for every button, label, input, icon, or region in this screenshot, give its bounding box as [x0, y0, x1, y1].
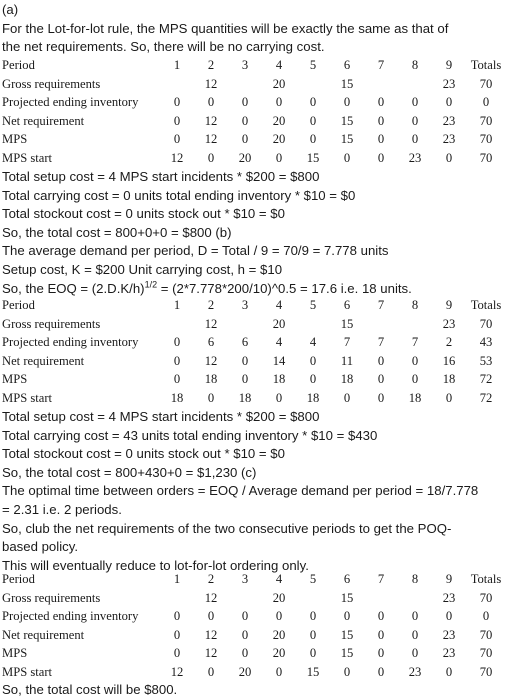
table-cell: 0: [482, 95, 490, 110]
table-cell: Totals: [470, 298, 502, 312]
carrying-cost-line: Total carrying cost = 43 units total ending inventory * $10 = $430: [2, 427, 378, 443]
table-cell: [296, 75, 330, 94]
table-cell: 15: [340, 627, 354, 642]
table-cell: [296, 315, 330, 334]
table-cell: 23: [442, 646, 456, 661]
table-cell: [398, 315, 432, 334]
table-cell: 6: [343, 58, 351, 72]
table-cell: 0: [445, 95, 453, 110]
carrying-cost-line: Total carrying cost = 0 units total ending inventory * $10 = $0: [2, 187, 356, 203]
table-cell: 0: [241, 95, 249, 110]
table-row: [2, 589, 506, 608]
table-cell: 0: [411, 646, 419, 661]
table-cell: 9: [445, 572, 453, 586]
table-cell: 72: [479, 372, 493, 387]
table-cell: 15: [340, 316, 354, 331]
table-cell: 0: [445, 150, 453, 165]
table-cell: 0: [207, 609, 215, 624]
table-row: [2, 352, 506, 371]
table-cell: 0: [377, 113, 385, 128]
table-cell: 5: [309, 58, 317, 72]
table-cell: 0: [173, 627, 181, 642]
setup-cost-line: Total setup cost = 4 MPS start incidents * $200 = $800: [2, 169, 320, 184]
table-cell: 0: [309, 609, 317, 624]
table-cell: 0: [377, 353, 385, 368]
table-row: [2, 389, 506, 408]
total-cost-line: So, the total cost = 800+430+0 = $1,230 (c): [2, 464, 257, 480]
table-cell: 0: [241, 113, 249, 128]
table-cell: 2: [445, 335, 453, 350]
table-cell: 0: [445, 390, 453, 405]
table-cell: 0: [275, 664, 283, 679]
table-cell: 9: [445, 58, 453, 72]
table-cell: [398, 589, 432, 608]
table-cell: 70: [479, 664, 493, 679]
table-row: [2, 112, 506, 131]
table-cell: 70: [479, 132, 493, 147]
table-cell: 0: [309, 353, 317, 368]
table-cell: 0: [411, 627, 419, 642]
table-cell: 8: [411, 572, 419, 586]
table-row: [2, 663, 506, 682]
table-cell: 2: [207, 298, 215, 312]
table-cell: 0: [173, 335, 181, 350]
table-cell: 43: [479, 335, 493, 350]
table-cell: 0: [377, 150, 385, 165]
table-cell: 23: [408, 150, 422, 165]
stockout-cost-line: Total stockout cost = 0 units stock out * $10 = $0: [2, 206, 285, 222]
table-cell: 0: [173, 95, 181, 110]
table-cell: 72: [479, 390, 493, 405]
table-cell: 12: [204, 627, 218, 642]
poq-explanation-line: So, club the net requirements of the two consecutive periods to get the POQ-: [2, 520, 452, 536]
table-cell: [228, 589, 262, 608]
table-cell: 0: [377, 646, 385, 661]
table-cell: 0: [343, 95, 351, 110]
table-cell: 0: [445, 664, 453, 679]
table-cell: 14: [272, 353, 286, 368]
table-cell: 2: [207, 572, 215, 586]
table-row: [2, 149, 506, 168]
table-cell: 7: [377, 298, 385, 312]
table-cell: [296, 589, 330, 608]
table-cell: 18: [204, 372, 218, 387]
table-row: [2, 93, 506, 112]
table-cell: 11: [340, 353, 354, 368]
table-cell: 18: [272, 372, 286, 387]
table-cell: 0: [309, 372, 317, 387]
table-cell: 0: [309, 95, 317, 110]
table-cell: 0: [377, 95, 385, 110]
table-cell: 6: [241, 335, 249, 350]
cost-summary-b: [2, 408, 508, 575]
table-header-row: [2, 296, 506, 315]
table-cell: 0: [207, 390, 215, 405]
table-cell: 20: [272, 627, 286, 642]
row-label: Period: [2, 298, 35, 312]
eoq-exponent: 1/2: [144, 279, 158, 290]
table-cell: 6: [343, 572, 351, 586]
table-cell: [364, 75, 398, 94]
table-cell: 20: [272, 590, 286, 605]
table-cell: 12: [204, 113, 218, 128]
table-cell: 0: [241, 609, 249, 624]
table-cell: 20: [272, 76, 286, 91]
table-cell: 20: [238, 150, 252, 165]
table-cell: 23: [442, 132, 456, 147]
table-cell: 0: [343, 390, 351, 405]
table-cell: 4: [275, 335, 283, 350]
table-cell: 70: [479, 150, 493, 165]
table-cell: 7: [377, 572, 385, 586]
table-cell: 9: [445, 298, 453, 312]
table-cell: 0: [207, 150, 215, 165]
table-cell: [160, 75, 194, 94]
table-cell: 0: [411, 372, 419, 387]
table-cell: 12: [204, 132, 218, 147]
table-cell: 23: [408, 664, 422, 679]
time-between-orders-result: = 2.31 i.e. 2 periods.: [2, 501, 122, 517]
table-cell: 0: [173, 353, 181, 368]
table-cell: 23: [442, 113, 456, 128]
total-cost-line: So, the total cost = 800+0+0 = $800 (b): [2, 224, 232, 240]
table-cell: Totals: [470, 572, 502, 586]
mps-table-poq: [2, 570, 506, 682]
table-cell: [364, 589, 398, 608]
table-cell: 15: [306, 664, 320, 679]
table-cell: 70: [479, 590, 493, 605]
table-cell: 12: [204, 76, 218, 91]
table-row: [2, 370, 506, 389]
table-cell: [398, 75, 432, 94]
table-cell: 0: [275, 150, 283, 165]
table-cell: 18: [306, 390, 320, 405]
table-cell: [228, 75, 262, 94]
table-cell: 6: [207, 335, 215, 350]
table-row: [2, 333, 506, 352]
table-cell: 70: [479, 76, 493, 91]
row-label: MPS start: [2, 390, 53, 405]
table-cell: 3: [241, 572, 249, 586]
table-cell: 3: [241, 298, 249, 312]
table-cell: 23: [442, 316, 456, 331]
table-cell: 23: [442, 76, 456, 91]
table-cell: 15: [340, 113, 354, 128]
table-cell: 18: [170, 390, 184, 405]
final-cost-text: [2, 681, 508, 700]
table-cell: 18: [238, 390, 252, 405]
table-cell: 0: [343, 150, 351, 165]
row-label: Period: [2, 572, 35, 586]
mps-table-lot-for-lot: [2, 56, 506, 168]
row-label: Projected ending inventory: [2, 95, 139, 110]
table-cell: 0: [343, 664, 351, 679]
table-cell: 8: [411, 58, 419, 72]
table-row: [2, 607, 506, 626]
row-label: MPS start: [2, 150, 53, 165]
table-cell: 0: [173, 646, 181, 661]
table-cell: 0: [411, 353, 419, 368]
row-label: MPS start: [2, 664, 53, 679]
row-label: Gross requirements: [2, 590, 101, 605]
row-label: Gross requirements: [2, 316, 101, 331]
table-cell: 0: [275, 95, 283, 110]
table-cell: 4: [275, 58, 283, 72]
table-cell: 15: [306, 150, 320, 165]
row-label: MPS: [2, 132, 28, 147]
table-cell: 12: [204, 353, 218, 368]
table-header-row: [2, 570, 506, 589]
table-cell: [228, 315, 262, 334]
reduction-note-line: This will eventually reduce to lot-for-lot ordering only.: [2, 557, 309, 573]
table-cell: 0: [377, 372, 385, 387]
setup-cost-line: Total setup cost = 4 MPS start incidents * $200 = $800: [2, 409, 320, 424]
table-cell: 0: [445, 609, 453, 624]
row-label: Net requirement: [2, 627, 85, 642]
table-cell: 0: [173, 609, 181, 624]
table-cell: 23: [442, 627, 456, 642]
table-cell: 20: [272, 316, 286, 331]
table-cell: 70: [479, 646, 493, 661]
table-cell: 15: [340, 590, 354, 605]
table-cell: 0: [377, 627, 385, 642]
intro-line: the net requirements. So, there will be no carrying cost.: [2, 39, 325, 55]
table-cell: 12: [204, 590, 218, 605]
intro-line: For the Lot-for-lot rule, the MPS quantities will be exactly the same as that of: [2, 20, 449, 36]
table-cell: 7: [343, 335, 351, 350]
cost-summary-a: [2, 168, 508, 298]
row-label: Net requirement: [2, 113, 85, 128]
table-cell: 20: [238, 664, 252, 679]
eoq-result: = (2*7.778*200/10)^0.5 = 17.6 i.e. 18 units.: [157, 280, 412, 296]
poq-explanation-line: based policy.: [2, 539, 78, 555]
table-cell: 15: [340, 132, 354, 147]
table-cell: 0: [309, 113, 317, 128]
row-label: Projected ending inventory: [2, 609, 139, 624]
table-cell: [364, 315, 398, 334]
table-cell: 0: [173, 372, 181, 387]
table-cell: 0: [173, 113, 181, 128]
table-cell: 20: [272, 113, 286, 128]
row-label: MPS: [2, 372, 28, 387]
row-label: Net requirement: [2, 353, 85, 368]
table-cell: 4: [275, 572, 283, 586]
table-cell: 0: [275, 609, 283, 624]
table-cell: 12: [204, 646, 218, 661]
table-cell: 0: [309, 132, 317, 147]
table-cell: 15: [340, 76, 354, 91]
table-cell: 0: [241, 627, 249, 642]
table-cell: 5: [309, 298, 317, 312]
table-cell: 7: [377, 58, 385, 72]
table-cell: 7: [377, 335, 385, 350]
time-between-orders-line: The optimal time between orders = EOQ / Average demand per period = 18/7.778: [2, 483, 479, 499]
final-cost-line: So, the total cost will be $800.: [2, 682, 178, 697]
table-cell: 7: [411, 335, 419, 350]
table-cell: 12: [170, 664, 184, 679]
average-demand-line: The average demand per period, D = Total / 9 = 70/9 = 7.778 units: [2, 243, 389, 259]
table-cell: 12: [170, 150, 184, 165]
table-cell: 1: [173, 572, 181, 586]
table-cell: Totals: [470, 58, 502, 72]
row-label: Period: [2, 58, 35, 72]
table-cell: 8: [411, 298, 419, 312]
table-cell: 0: [343, 609, 351, 624]
intro-text: [2, 1, 508, 57]
table-cell: 2: [207, 58, 215, 72]
table-row: [2, 644, 506, 663]
table-cell: 0: [377, 664, 385, 679]
mps-table-eoq: [2, 296, 506, 408]
table-cell: 0: [275, 390, 283, 405]
stockout-cost-line: Total stockout cost = 0 units stock out * $10 = $0: [2, 446, 285, 462]
table-cell: 0: [482, 609, 490, 624]
table-row: [2, 75, 506, 94]
table-cell: 0: [377, 390, 385, 405]
table-cell: [160, 315, 194, 334]
table-cell: 70: [479, 627, 493, 642]
table-cell: 0: [377, 609, 385, 624]
table-cell: 4: [309, 335, 317, 350]
table-cell: 0: [309, 627, 317, 642]
table-cell: 70: [479, 113, 493, 128]
table-cell: 12: [204, 316, 218, 331]
table-cell: 0: [411, 132, 419, 147]
table-cell: 1: [173, 298, 181, 312]
table-cell: 16: [442, 353, 456, 368]
table-cell: 0: [241, 132, 249, 147]
table-row: [2, 626, 506, 645]
row-label: MPS: [2, 646, 28, 661]
table-cell: 23: [442, 590, 456, 605]
table-cell: 18: [408, 390, 422, 405]
table-cell: 0: [411, 609, 419, 624]
cost-params-line: Setup cost, K = $200 Unit carrying cost, h = $10: [2, 261, 283, 277]
table-cell: 18: [340, 372, 354, 387]
table-cell: 0: [241, 646, 249, 661]
table-cell: 5: [309, 572, 317, 586]
table-cell: 0: [377, 132, 385, 147]
table-header-row: [2, 56, 506, 75]
table-row: [2, 130, 506, 149]
table-cell: 0: [207, 664, 215, 679]
part-a-label: (a): [2, 2, 19, 17]
table-cell: 70: [479, 316, 493, 331]
eoq-formula: So, the EOQ = (2.D.K/h): [2, 280, 145, 296]
table-cell: 20: [272, 132, 286, 147]
table-cell: 0: [411, 113, 419, 128]
table-cell: 3: [241, 58, 249, 72]
row-label: Gross requirements: [2, 76, 101, 91]
table-cell: 15: [340, 646, 354, 661]
table-cell: 20: [272, 646, 286, 661]
table-cell: 0: [241, 372, 249, 387]
table-cell: 0: [411, 95, 419, 110]
table-cell: 0: [207, 95, 215, 110]
table-cell: 53: [479, 353, 493, 368]
row-label: Projected ending inventory: [2, 335, 139, 350]
table-cell: 18: [442, 372, 456, 387]
table-cell: 0: [241, 353, 249, 368]
table-cell: 1: [173, 58, 181, 72]
table-cell: 0: [309, 646, 317, 661]
table-cell: 0: [173, 132, 181, 147]
table-cell: [160, 589, 194, 608]
table-row: [2, 315, 506, 334]
table-cell: 6: [343, 298, 351, 312]
table-cell: 4: [275, 298, 283, 312]
